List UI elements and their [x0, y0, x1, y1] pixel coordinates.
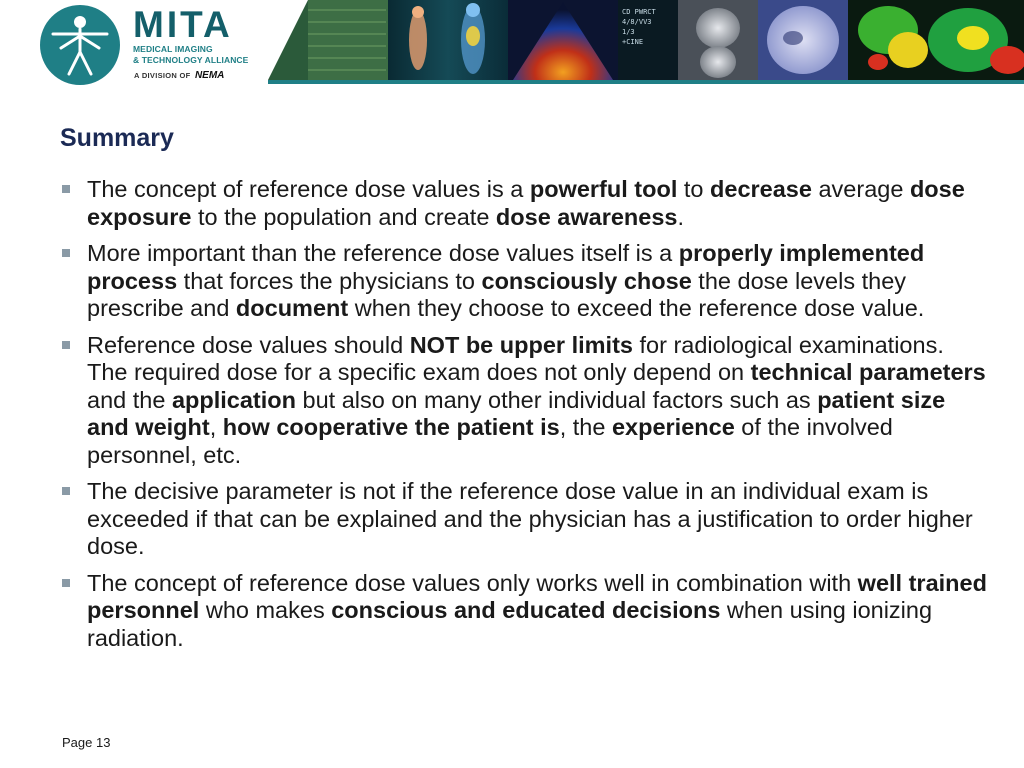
bullet-square-icon: [62, 579, 70, 587]
emphasis-text: properly implemented process: [87, 240, 925, 294]
emphasis-text: consciously chose: [481, 267, 692, 294]
emphasis-text: application: [171, 386, 296, 413]
header-divider: [268, 80, 1024, 84]
slide-title: Summary: [60, 124, 174, 152]
emphasis-text: conscious and educated decisions: [331, 597, 721, 623]
body-text: of the involved personnel, etc.: [87, 414, 893, 468]
brand-name: MITA: [133, 4, 233, 45]
emphasis-text: decrease: [710, 176, 812, 202]
svg-text:+CINE: +CINE: [622, 38, 644, 46]
division-note: [134, 70, 224, 81]
brand-tagline-1: MEDICAL IMAGING: [133, 44, 213, 54]
division-prefix: A DIVISION OF: [134, 71, 191, 80]
body-text: More important than the reference dose values itself is a: [87, 240, 679, 266]
nema-logo: NEMA: [194, 70, 225, 81]
body-text: .: [677, 203, 685, 230]
bullet-item: [60, 570, 990, 653]
vitruvian-figure-icon: [45, 10, 115, 80]
body-text: The decisive parameter is not if the reference dose value in an individual exam is exceeded if that can be explained and the physician has a justification to order higher dose.: [87, 478, 973, 559]
emphasis-text: document: [235, 295, 349, 321]
emphasis-text: technical parameters: [750, 359, 986, 385]
body-text: to: [677, 176, 711, 202]
bullet-square-icon: [62, 185, 70, 193]
body-text: for radiological examinations. The required dose for a specific exam does not only depend on: [87, 331, 944, 385]
body-text: and the: [87, 386, 172, 413]
mita-logo: [40, 5, 120, 85]
emphasis-text: powerful tool: [529, 176, 678, 202]
emphasis-text: how cooperative the patient is: [222, 414, 560, 440]
body-text: to the population and create: [191, 203, 496, 230]
svg-text:1/3: 1/3: [622, 28, 635, 36]
bullet-item: [60, 240, 990, 323]
emphasis-text: well trained personnel: [87, 569, 987, 623]
body-text: who makes: [199, 597, 332, 623]
emphasis-text: dose exposure: [87, 176, 965, 230]
body-text: when they choose to exceed the reference dose value.: [348, 295, 925, 321]
slide-header: [0, 0, 1024, 88]
body-text: The concept of reference dose values only works well in combination with: [87, 569, 858, 596]
bullet-square-icon: [62, 487, 70, 495]
body-text: but also on many other individual factors such as: [295, 386, 818, 413]
bullet-square-icon: [62, 249, 70, 257]
svg-text:4/8/VV3: 4/8/VV3: [622, 18, 652, 26]
emphasis-text: experience: [611, 414, 735, 440]
body-text: that forces the physicians to: [177, 267, 482, 294]
medical-imaging-banner: [268, 0, 1024, 80]
svg-text:CD PWRCT: CD PWRCT: [622, 8, 656, 16]
banner-collage-image: [268, 0, 1024, 80]
bullet-item: [60, 176, 990, 231]
bullet-item: [60, 332, 990, 470]
brand-block: [133, 6, 248, 66]
bullet-square-icon: [62, 341, 70, 349]
body-text: , the: [559, 414, 612, 440]
bullet-list: [60, 176, 990, 661]
bullet-item: [60, 478, 990, 561]
emphasis-text: NOT be upper limits: [409, 331, 633, 358]
body-text: The concept of reference dose values is a: [87, 176, 530, 202]
brand-tagline-2: & TECHNOLOGY ALLIANCE: [133, 55, 249, 65]
emphasis-text: dose awareness: [495, 203, 678, 230]
page-number: Page 13: [62, 735, 111, 750]
body-text: average: [811, 176, 910, 202]
body-text: the dose levels they prescribe and: [87, 267, 907, 321]
emphasis-text: patient size and weight: [87, 386, 946, 440]
body-text: ,: [209, 414, 223, 440]
body-text: when using ionizing radiation.: [87, 597, 933, 651]
body-text: Reference dose values should: [87, 331, 410, 358]
